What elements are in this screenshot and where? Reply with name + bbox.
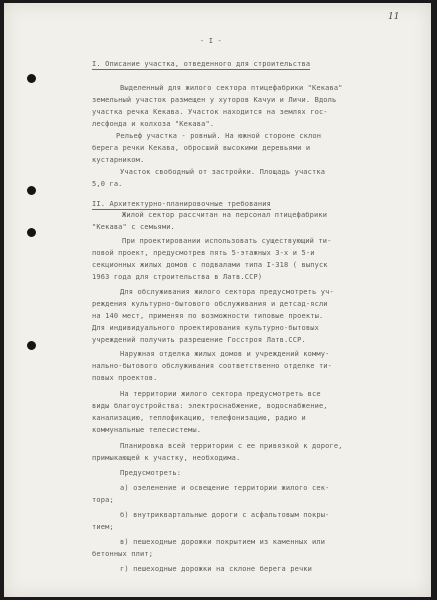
- section-1-line: Выделенный для жилого сектора птицефабрики "Кекава": [120, 84, 343, 92]
- section-1-line: 5,0 га.: [92, 180, 123, 188]
- section-1-line: Участок свободный от застройки. Площадь участка: [120, 168, 326, 176]
- section-2-line: а) озеленение и освещение территории жилого сек-: [120, 484, 330, 492]
- section-2-line: коммунальные телесистемы.: [92, 426, 202, 434]
- section-2-line: нально-бытового обслуживания соответственно отделке ти-: [92, 362, 333, 370]
- section-2-line: б) внутриквартальные дороги с асфальтовым покры-: [120, 511, 330, 519]
- section-1-line: берега речки Кекава, обросший высокими деревьями и: [92, 144, 311, 152]
- section-1-line: участка речка Кекава. Участок находится на землях гос-: [92, 108, 328, 116]
- section-2-line: На территории жилого сектора предусмотреть все: [120, 390, 321, 398]
- section-2-line: канализацию, теплофикацию, телефонизацию, радио и: [92, 414, 306, 422]
- section-2-line: Планировка всей территории с ее привязкой к дороге,: [120, 442, 343, 450]
- section-2-line: повых проектов.: [92, 374, 158, 382]
- section-2-line: Для обслуживания жилого сектора предусмотреть уч-: [120, 288, 334, 296]
- section-1-heading: I. Описание участка, отведенного для строительства: [92, 60, 311, 68]
- section-2-line: виды благоустройства: электроснабжение, водоснабжение,: [92, 402, 328, 410]
- section-2-line: тора;: [92, 496, 114, 504]
- section-1-line: земельный участок размещен у хуторов Качуи и Личи. Вдоль: [92, 96, 337, 104]
- section-1-line: кустарником.: [92, 156, 145, 164]
- section-2-line: секционных жилых домов с подвалами типа I-318 ( выпуск: [92, 261, 328, 269]
- section-2-line: тием;: [92, 523, 114, 531]
- page-number: - I -: [200, 37, 222, 45]
- section-2-line: реждения культурно-бытового обслуживания и детсад-ясли: [92, 300, 328, 308]
- section-2-line: в) пешеходные дорожки покрытием из каменных или: [120, 538, 326, 546]
- section-2-line: примыкающей к участку, необходима.: [92, 454, 241, 462]
- section-1-line: Рельеф участка - ровный. На южной стороне склон: [116, 132, 322, 140]
- section-2-line: бетонных плит;: [92, 550, 154, 558]
- section-2-line: Для индивидуального проектирования культурно-бытовых: [92, 324, 319, 332]
- folio-mark: 11: [388, 12, 400, 22]
- section-2-heading: II. Архитектурно-планировочные требования: [92, 200, 271, 208]
- section-2-line: Жилой сектор рассчитан на персонал птицефабрики: [122, 211, 328, 219]
- section-2-line: "Кекава" с семьями.: [92, 223, 175, 231]
- section-2-line: При проектировании использовать существующий ти-: [122, 237, 332, 245]
- section-2-line: Наружная отделка жилых домов и учреждений комму-: [120, 350, 330, 358]
- section-2-line: повой проект, предусмотрев пять 5-этажных 3-х и 5-и: [92, 249, 315, 257]
- section-2-line: 1963 года для строительства в Латв.ССР): [92, 273, 263, 281]
- section-2-line: на 140 мест, применяя по возможности типовые проекты.: [92, 312, 324, 320]
- section-2-line: Предусмотреть:: [120, 469, 182, 477]
- section-2-line: г) пешеходные дорожки на склоне берега речки: [120, 565, 313, 573]
- section-1-line: лесфонда и колхоза "Кекава".: [92, 120, 215, 128]
- section-2-line: учреждений получить разрешение Госстроя Латв.ССР.: [92, 336, 306, 344]
